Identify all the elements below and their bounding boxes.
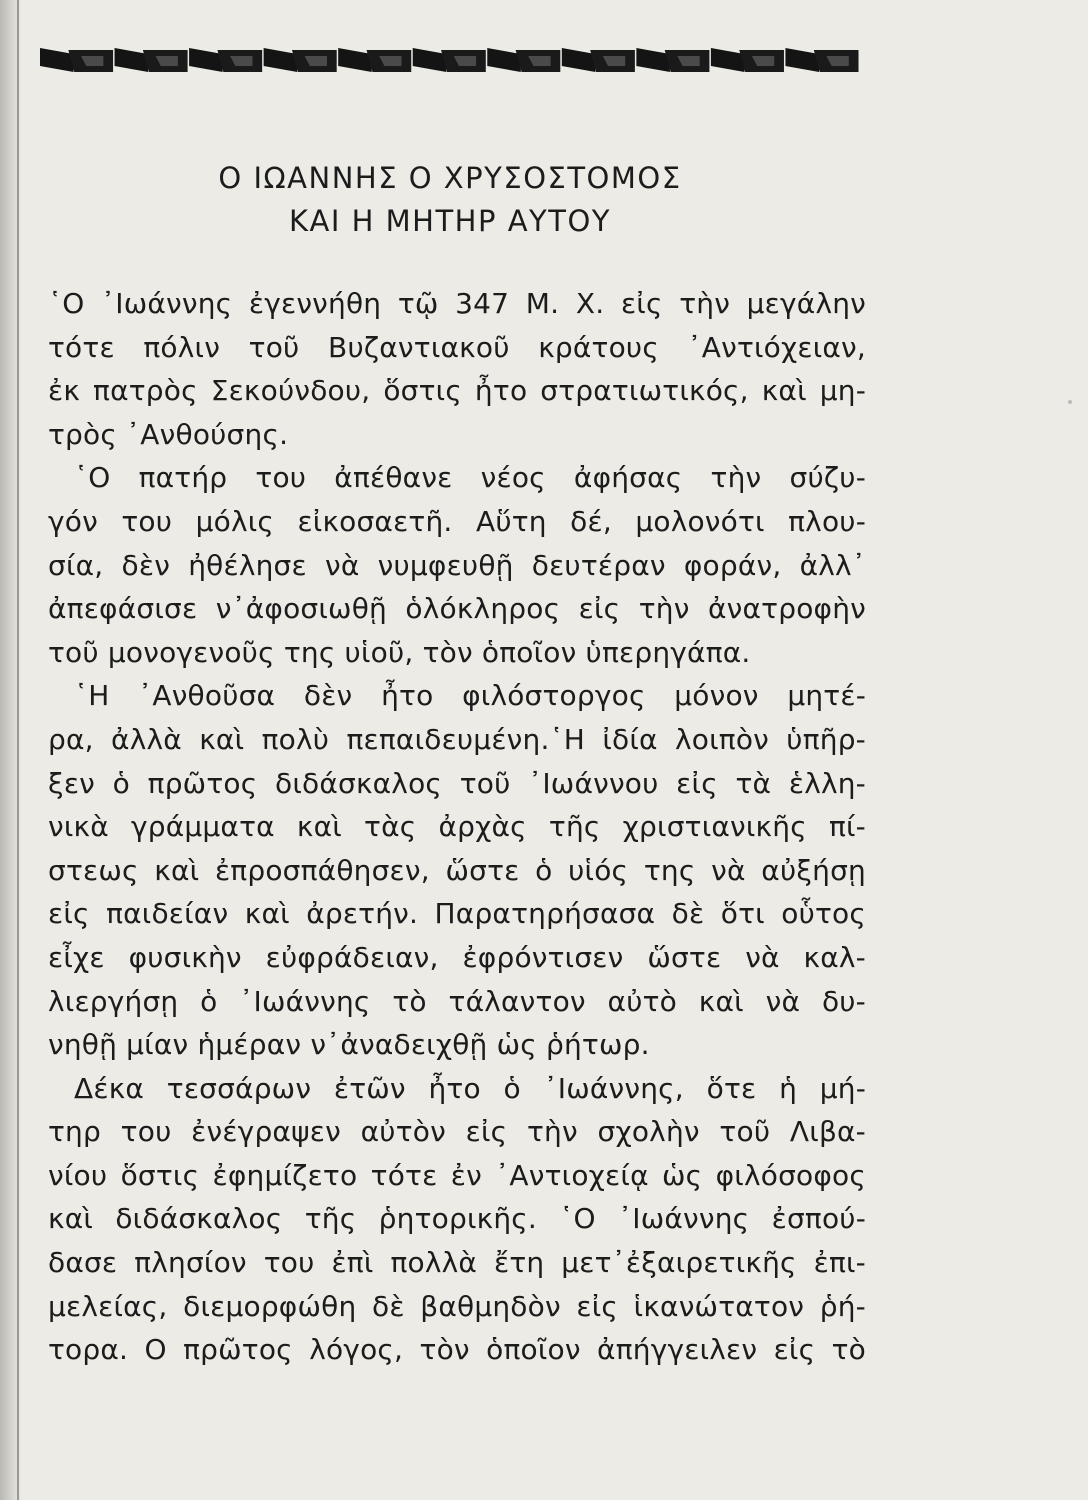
- text-line: ἀπεφάσισε ν᾿ἀφοσιωθῇ ὁλόκληρος εἰς τὴν ἀνατροφὴν: [48, 592, 866, 626]
- text-line: δασε πλησίον του ἐπὶ πολλὰ ἔτη μετ᾿ἐξαιρετικῆς ἐπι-: [48, 1246, 866, 1280]
- ornament-motif: [264, 48, 337, 72]
- text-line: ξεν ὁ πρῶτος διδάσκαλος τοῦ ᾿Ιωάννου εἰς τὰ ἑλλη-: [48, 766, 866, 800]
- text-line: νικὰ γράμματα καὶ τὰς ἀρχὰς τῆς χριστιανικῆς πί-: [48, 810, 866, 844]
- ornament-motif: [115, 48, 188, 72]
- text-line: τρὸς ᾿Ανθούσης.: [48, 417, 289, 451]
- paragraph-1: [48, 282, 866, 456]
- ornament-motif: [785, 48, 858, 72]
- text-line: καὶ διδάσκαλος τῆς ῥητορικῆς. ῾Ο ᾿Ιωάννης ἐσπού-: [48, 1202, 866, 1236]
- text-line: Δέκα τεσσάρων ἐτῶν ἦτο ὁ ᾿Ιωάννης, ὅτε ἡ μή-: [74, 1071, 866, 1105]
- paragraph-3: [48, 674, 866, 1066]
- ornament-motif: [413, 48, 486, 72]
- paragraph-2: [48, 456, 866, 674]
- title-line-2: ΚΑΙ Η ΜΗΤΗΡ ΑΥΤΟΥ: [288, 204, 611, 238]
- text-line: σία, δὲν ἠθέλησε νὰ νυμφευθῇ δευτέραν φοράν, ἀλλ᾽: [48, 548, 866, 582]
- text-line: στεως καὶ ἐπροσπάθησεν, ὥστε ὁ υἱός της νὰ αὐξήσῃ: [48, 853, 866, 887]
- text-line: ρα, ἀλλὰ καὶ πολὺ πεπαιδευμένη.῾Η ἰδία λοιπὸν ὑπῆρ-: [48, 722, 866, 756]
- text-line: εἰς παιδείαν καὶ ἀρετήν. Παρατηρήσασα δὲ ὅτι οὗτος: [48, 897, 866, 931]
- text-line: τηρ του ἐνέγραψεν αὐτὸν εἰς τὴν σχολὴν τοῦ Λιβα-: [48, 1115, 866, 1149]
- ornament-motif: [189, 48, 262, 72]
- page-title: [40, 157, 860, 243]
- decorative-header-band: [40, 44, 860, 74]
- text-line: εἶχε φυσικὴν εὐφράδειαν, ἐφρόντισεν ὥστε νὰ καλ-: [48, 940, 866, 974]
- text-line: τοῦ μονογενοῦς της υἱοῦ, τὸν ὁποῖον ὑπερηγάπα.: [48, 635, 751, 669]
- ornament-motif: [711, 48, 784, 72]
- text-line: νίου ὅστις ἐφημίζετο τότε ἐν ᾿Αντιοχείᾳ ὡς φιλόσοφος: [48, 1158, 866, 1192]
- text-line: τότε πόλιν τοῦ Βυζαντιακοῦ κράτους ᾿Αντιόχειαν,: [48, 330, 866, 364]
- text-line: ῾Ο πατήρ του ἀπέθανε νέος ἀφήσας τὴν σύζυ-: [74, 461, 866, 495]
- page-binding-edge: [0, 0, 22, 1500]
- text-line: τορα. Ο πρῶτος λόγος, τὸν ὁποῖον ἀπήγγειλεν εἰς τὸ: [48, 1333, 866, 1367]
- text-line: λιεργήσῃ ὁ ᾿Ιωάννης τὸ τάλαντον αὐτὸ καὶ νὰ δυ-: [48, 984, 866, 1018]
- paragraph-4: [48, 1067, 866, 1372]
- text-line: ῾Η ᾿Ανθοῦσα δὲν ἦτο φιλόστοργος μόνον μητέ-: [74, 679, 866, 713]
- text-line: νηθῇ μίαν ἡμέραν ν᾿ἀναδειχθῇ ὡς ῥήτωρ.: [48, 1028, 650, 1062]
- ornament-motif: [636, 48, 709, 72]
- margin-speck: [1068, 400, 1072, 404]
- title-line-1: Ο ΙΩΑΝΝΗΣ Ο ΧΡΥΣΟΣΤΟΜΟΣ: [218, 161, 682, 195]
- text-line: γόν του μόλις εἰκοσαετῆ. Αὕτη δέ, μολονότι πλου-: [48, 504, 866, 538]
- ornament-motif: [338, 48, 411, 72]
- text-line: ῾Ο ᾿Ιωάννης ἐγεννήθη τῷ 347 Μ. Χ. εἰς τὴν μεγάλην: [48, 287, 866, 320]
- ornament-motif: [562, 48, 635, 72]
- body-text: [48, 282, 866, 1372]
- ornament-motif: [40, 48, 113, 72]
- ornament-motif: [487, 48, 560, 72]
- text-line: μελείας, διεμορφώθη δὲ βαθμηδὸν εἰς ἱκανώτατον ῥή-: [48, 1289, 866, 1323]
- ornament-pattern: [40, 44, 860, 74]
- text-line: ἐκ πατρὸς Σεκούνδου, ὅστις ἦτο στρατιωτικός, καὶ μη-: [48, 374, 866, 408]
